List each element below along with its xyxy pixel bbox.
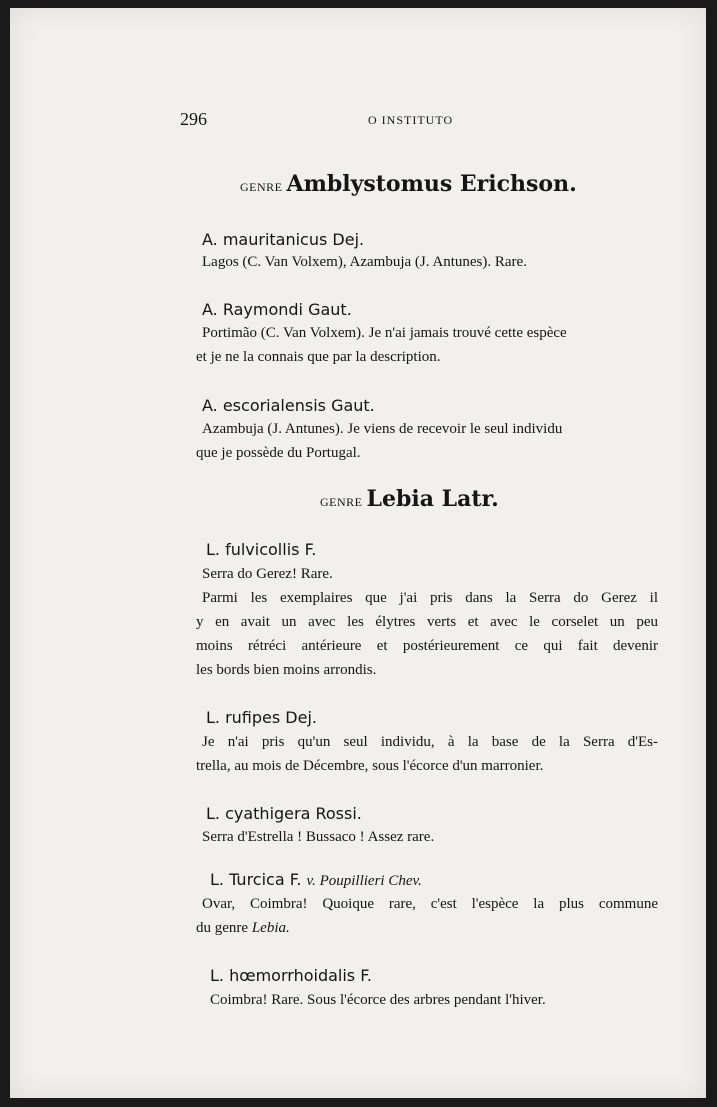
species-text (196, 916, 666, 940)
genre-name: Lebia Latr. (366, 486, 499, 512)
species-variety: v. Poupillieri Chev. (306, 873, 422, 889)
page-number: 296 (180, 109, 207, 129)
species-name: L. hœmorrhoidalis F. (210, 966, 372, 985)
text-line: Portimão (C. Van Volxem). Je n'ai jamais trouvé cette espèce (202, 325, 567, 341)
species-text: Lagos (C. Van Volxem), Azambuja (J. Antunes). Rare. (202, 254, 527, 270)
species-name (210, 870, 422, 890)
genus-italic: Lebia. (251, 920, 290, 936)
species-text: que je possède du Portugal. (196, 445, 361, 461)
species-text: Serra d'Estrella ! Bussaco ! Assez rare. (202, 829, 435, 845)
species-name: L. rufipes Dej. (206, 708, 317, 727)
species-name: A. mauritanicus Dej. (202, 230, 365, 249)
species-text: Azambuja (J. Antunes). Je viens de recevoir le seul individu (202, 421, 563, 437)
page-header (180, 109, 650, 135)
species-name: A. Raymondi Gaut. (202, 300, 352, 319)
genre-heading-amblystomus (240, 171, 577, 197)
genre-heading-lebia (320, 486, 499, 512)
species-name: A. escorialensis Gaut. (202, 396, 375, 415)
text-prefix: du genre (196, 920, 249, 936)
genre-label: GENRE (240, 180, 283, 194)
species-text: y en avait un avec les élytres verts et avec le corselet un peu (196, 614, 658, 630)
book-page (10, 8, 706, 1098)
species-text: moins rétréci antérieure et postérieurement ce qui fait devenir (196, 638, 658, 654)
species-text: Parmi les exemplaires que j'ai pris dans la Serra do Gerez il (202, 590, 658, 606)
species-text: trella, au mois de Décembre, sous l'écorce d'un marronier. (196, 758, 544, 774)
species-name: L. cyathigera Rossi. (206, 804, 362, 823)
genre-name: Amblystomus Erichson. (286, 171, 577, 197)
species-text: et je ne la connais que par la description. (196, 349, 441, 365)
species-text: Ovar, Coimbra! Quoique rare, c'est l'espèce la plus commune (202, 896, 658, 912)
species-name-main: L. Turcica F. (210, 870, 302, 889)
species-text: Serra do Gerez! Rare. (202, 566, 333, 582)
species-text: les bords bien moins arrondis. (196, 662, 377, 678)
species-name: L. fulvicollis F. (206, 540, 317, 559)
species-text: Je n'ai pris qu'un seul individu, à la base de la Serra d'Es- (202, 734, 658, 750)
species-text: Coimbra! Rare. Sous l'écorce des arbres pendant l'hiver. (210, 992, 546, 1008)
running-title: O INSTITUTO (368, 113, 454, 127)
species-text (202, 321, 662, 345)
genre-label: GENRE (320, 495, 363, 509)
